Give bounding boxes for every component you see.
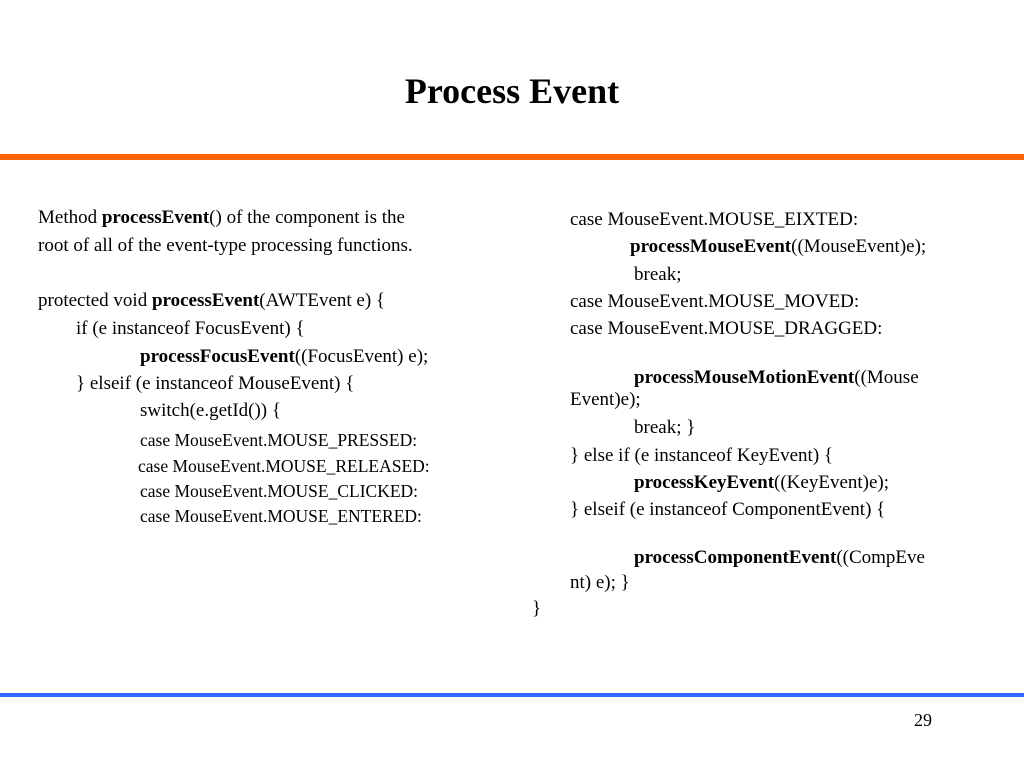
intro-method-name: processEvent [101,207,210,228]
code-process-key-line [634,472,889,494]
code-process-component-line [634,547,925,569]
code-process-motion-args: ((Mouse [854,367,919,388]
code-case-exited: case MouseEvent.MOUSE_EIXTED: [570,209,859,230]
footer-rule-blue [0,693,1024,697]
code-break-2: break; } [634,417,696,438]
code-process-key-method: processKeyEvent [634,472,775,493]
code-focus-check: if (e instanceof FocusEvent) { [76,318,305,339]
code-case-moved: case MouseEvent.MOUSE_MOVED: [570,291,860,312]
slide-number: 29 [914,710,932,730]
code-process-motion-method: processMouseMotionEvent [634,367,855,388]
code-process-motion-wrap: Event)e); [570,389,641,410]
code-case-entered: case MouseEvent.MOUSE_ENTERED: [140,506,422,526]
intro-text-pre: Method [38,207,102,228]
code-process-focus-line [140,346,428,368]
code-switch-line: switch(e.getId()) { [140,400,282,421]
code-process-mouse-method: processMouseEvent [630,236,792,257]
code-case-pressed: case MouseEvent.MOUSE_PRESSED: [140,430,418,450]
code-signature-pre: protected void [38,290,152,311]
code-signature-post: (AWTEvent e) { [259,290,386,311]
code-signature-line [38,290,385,312]
slide-title: Process Event [404,71,620,111]
code-closing-brace: } [532,598,542,619]
code-case-released: case MouseEvent.MOUSE_RELEASED: [138,456,430,476]
code-process-component-method: processComponentEvent [634,547,837,568]
code-process-focus-args: ((FocusEvent) e); [294,346,429,367]
code-mouse-check: } elseif (e instanceof MouseEvent) { [76,373,355,394]
code-break-1: break; [634,264,682,285]
code-signature-method: processEvent [151,290,260,311]
code-process-motion-line [634,367,919,389]
code-process-mouse-line [630,236,926,258]
code-case-clicked: case MouseEvent.MOUSE_CLICKED: [140,481,419,501]
code-process-focus-method: processFocusEvent [140,346,295,367]
intro-text-post: () of the component is the [209,207,405,228]
code-component-check: } elseif (e instanceof ComponentEvent) { [570,499,886,520]
code-key-check: } else if (e instanceof KeyEvent) { [570,445,834,466]
code-process-mouse-args: ((MouseEvent)e); [791,236,927,257]
intro-line-2: root of all of the event-type processing functions. [38,235,413,256]
title-underline-orange [0,154,1024,160]
code-process-component-wrap: nt) e); } [570,572,630,593]
code-process-component-args: ((CompEve [836,547,925,568]
intro-line-1 [38,207,405,229]
code-case-dragged: case MouseEvent.MOUSE_DRAGGED: [570,318,883,339]
code-process-key-args: ((KeyEvent)e); [774,472,890,493]
